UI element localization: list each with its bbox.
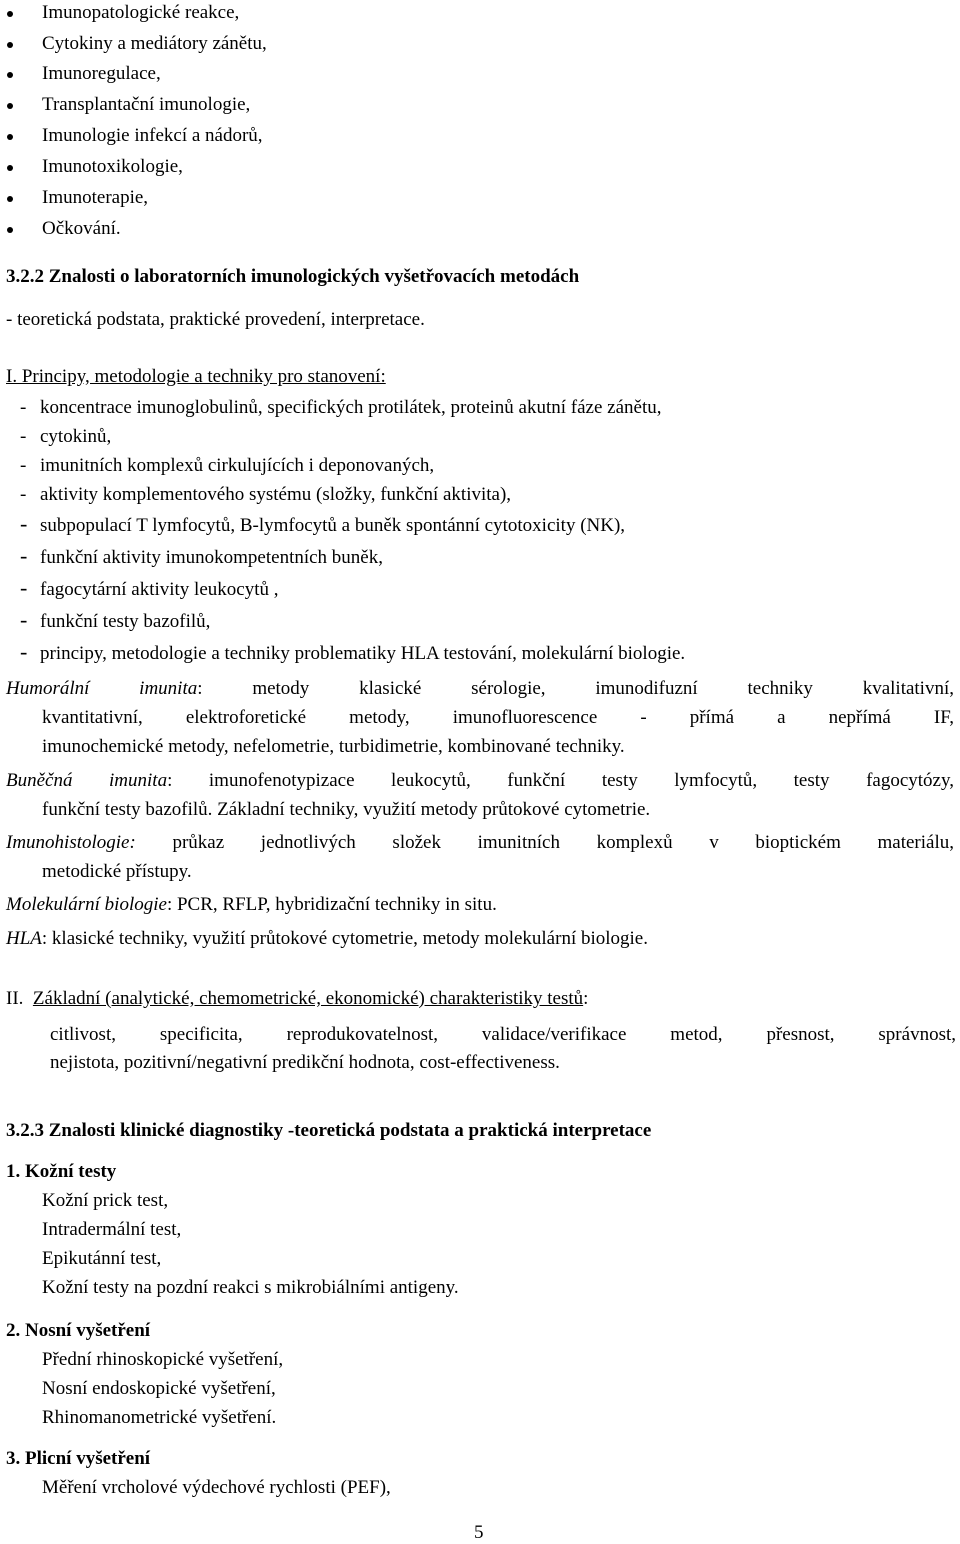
- bullet-dot-icon: [7, 103, 13, 109]
- group-item: Intradermální test,: [42, 1219, 182, 1240]
- group-item: Kožní prick test,: [42, 1190, 169, 1211]
- part-i-item-text: aktivity komplementového systému (složky, funkční aktivita),: [40, 484, 512, 505]
- hla-term: HLA: [6, 928, 42, 949]
- dash: -: [20, 455, 27, 476]
- page-number: 5: [474, 1522, 484, 1543]
- group-label: 3. Plicní vyšetření: [6, 1448, 151, 1469]
- group-item: Měření vrcholové výdechové rychlosti (PEF),: [42, 1477, 391, 1498]
- part-i-item-text: cytokinů,: [40, 426, 112, 447]
- cellular-term: Buněčná imunita: [6, 770, 168, 791]
- part-i-item-text: imunitních komplexů cirkulujících i deponovaných,: [40, 455, 435, 476]
- bullet-text: Transplantační imunologie,: [42, 94, 251, 115]
- section-heading-323: 3.2.3 Znalosti klinické diagnostiky -teoretická podstata a praktická interpretace: [6, 1120, 652, 1141]
- part-ii-line-2: nejistota, pozitivní/negativní predikční hodnota, cost-effectiveness.: [50, 1052, 560, 1073]
- part-i-item-text: funkční aktivity imunokompetentních buněk,: [40, 547, 383, 568]
- bullet-text: Imunopatologické reakce,: [42, 2, 240, 23]
- bullet-text: Imunotoxikologie,: [42, 156, 183, 177]
- bullet-text: Imunologie infekcí a nádorů,: [42, 125, 263, 146]
- bullet-dot-icon: [7, 227, 13, 233]
- humoral-line-2: kvantitativní, elektroforetické metody, imunofluorescence - přímá a nepřímá IF,: [42, 707, 954, 728]
- part-ii-label: II.: [6, 988, 24, 1009]
- bullet-dot-icon: [7, 196, 13, 202]
- molecular-term: Molekulární biologie: [6, 894, 167, 915]
- dash: -: [20, 543, 28, 568]
- dash: -: [20, 426, 27, 447]
- bullet-dot-icon: [7, 72, 13, 78]
- group-item: Rhinomanometrické vyšetření.: [42, 1407, 277, 1428]
- dash: -: [20, 397, 27, 418]
- part-i-item-text: subpopulací T lymfocytů, B-lymfocytů a buněk spontánní cytotoxicity (NK),: [40, 515, 626, 536]
- dash: -: [20, 511, 28, 536]
- bullet-dot-icon: [7, 134, 13, 140]
- bullet-dot-icon: [7, 165, 13, 171]
- dash: -: [20, 484, 27, 505]
- part-i-item-text: principy, metodologie a techniky problematiky HLA testování, molekulární biologie.: [40, 643, 686, 664]
- group-item: Přední rhinoskopické vyšetření,: [42, 1349, 284, 1370]
- histology-term: Imunohistologie:: [6, 832, 136, 853]
- section-subtitle-322: - teoretická podstata, praktické provedení, interpretace.: [6, 309, 425, 330]
- bullet-text: Cytokiny a mediátory zánětu,: [42, 33, 267, 54]
- bullet-text: Imunoregulace,: [42, 63, 161, 84]
- group-item: Nosní endoskopické vyšetření,: [42, 1378, 276, 1399]
- part-ii-colon: :: [583, 988, 589, 1009]
- group-item: Epikutánní test,: [42, 1248, 162, 1269]
- humoral-term: Humorální imunita: [6, 678, 198, 699]
- cellular-text-1: : imunofenotypizace leukocytů, funkční testy lymfocytů, testy fagocytózy,: [167, 770, 955, 791]
- bullet-text: Očkování.: [42, 218, 121, 239]
- hla-line: [6, 928, 648, 950]
- humoral-text-1: : metody klasické sérologie, imunodifuzní techniky kvalitativní,: [197, 678, 954, 699]
- hla-text: : klasické techniky, využití průtokové cytometrie, metody molekulární biologie.: [41, 928, 648, 949]
- part-ii-title-line: [6, 988, 588, 1010]
- part-ii-title: Základní (analytické, chemometrické, ekonomické) charakteristiky testů: [32, 988, 584, 1009]
- part-i-title: I. Principy, metodologie a techniky pro stanovení:: [6, 366, 386, 387]
- cellular-line-2: funkční testy bazofilů. Základní techniky, využití metody průtokové cytometrie.: [42, 799, 651, 820]
- part-ii-line-1: citlivost, specificita, reprodukovatelnost, validace/verifikace metod, přesnost, správnost,: [50, 1024, 956, 1045]
- section-heading-322: 3.2.2 Znalosti o laboratorních imunologických vyšetřovacích metodách: [6, 266, 580, 287]
- bullet-dot-icon: [7, 11, 13, 17]
- group-label: 1. Kožní testy: [6, 1161, 117, 1182]
- part-i-item-text: fagocytární aktivity leukocytů ,: [40, 579, 279, 600]
- part-i-item-text: funkční testy bazofilů,: [40, 611, 211, 632]
- dash: -: [20, 575, 28, 600]
- group-label: 2. Nosní vyšetření: [6, 1320, 151, 1341]
- humoral-line-1: [6, 678, 954, 700]
- bullet-dot-icon: [7, 42, 13, 48]
- molecular-line: [6, 894, 497, 916]
- group-item: Kožní testy na pozdní reakci s mikrobiálními antigeny.: [42, 1277, 459, 1298]
- histology-line-1: [6, 832, 954, 854]
- part-i-item-text: koncentrace imunoglobulinů, specifických protilátek, proteinů akutní fáze zánětu,: [40, 397, 662, 418]
- dash: -: [20, 639, 28, 664]
- bullet-text: Imunoterapie,: [42, 187, 149, 208]
- histology-text-1: průkaz jednotlivých složek imunitních komplexů v bioptickém materiálu,: [135, 832, 954, 853]
- humoral-line-3: imunochemické metody, nefelometrie, turbidimetrie, kombinované techniky.: [42, 736, 625, 757]
- histology-line-2: metodické přístupy.: [42, 861, 192, 882]
- molecular-text: : PCR, RFLP, hybridizační techniky in situ.: [166, 894, 497, 915]
- cellular-line-1: [6, 770, 954, 792]
- dash: -: [20, 607, 28, 632]
